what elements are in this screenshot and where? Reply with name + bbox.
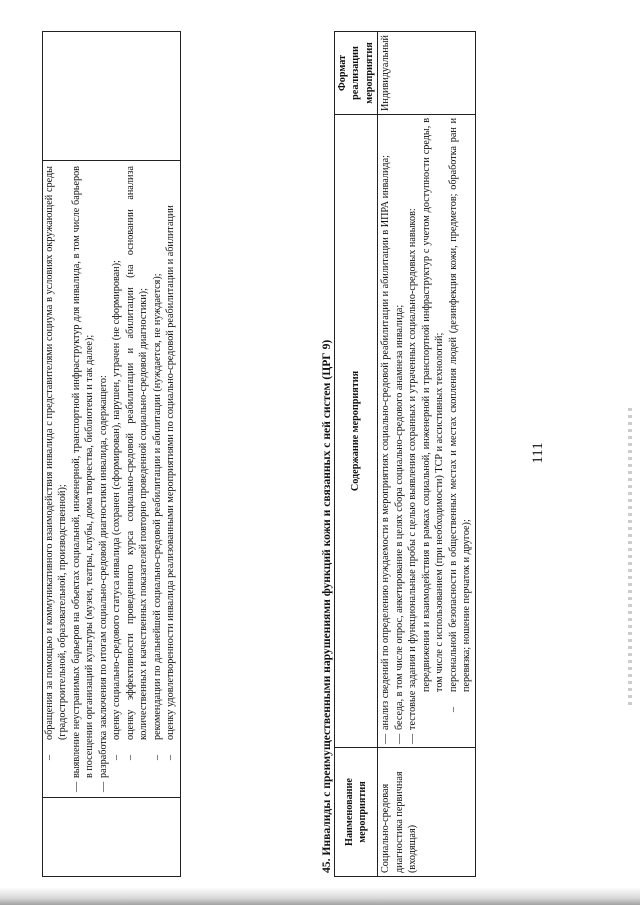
scan-artifact bbox=[628, 405, 632, 705]
list-item bbox=[393, 118, 406, 744]
table-row bbox=[43, 32, 181, 877]
list-item bbox=[124, 166, 151, 792]
list-marker: – bbox=[44, 754, 55, 760]
measure-content-cell bbox=[378, 114, 475, 747]
column-header-content: Содержание мероприятия bbox=[335, 114, 378, 747]
list-item bbox=[379, 118, 392, 744]
content-cell bbox=[43, 161, 181, 798]
list-marker: – bbox=[124, 754, 136, 760]
table-row bbox=[378, 32, 475, 877]
list-marker: — bbox=[393, 733, 405, 744]
scan-binding-shadow bbox=[0, 887, 640, 905]
list-item-text: рекомендации по дальнейшей социально-средовой реабилитации и абилитации (нуждается, не нуждается); bbox=[151, 273, 163, 740]
table-header-row bbox=[335, 32, 378, 877]
measures-table bbox=[334, 31, 476, 877]
list-item-text: персональной безопасности в общественных местах и местах скопления людей (дезинфекция кожи, предметов; обработка ран и перевязка; ношение перчаток и другое); bbox=[447, 117, 473, 692]
list-item bbox=[164, 166, 177, 792]
list-item-text: передвижения и взаимодействия в рамках социальной, инженерной и транспортной инфраструктур с учетом доступности среды, в том числе с использованием (при необходимости) ТСР и ассистивных технологий; bbox=[420, 117, 446, 692]
list-item-text: тестовые задания и функциональные пробы с целью выявления сохранных и утраченных социально-средовых навыков: bbox=[407, 208, 419, 730]
list-marker: – bbox=[151, 754, 163, 760]
list-item bbox=[97, 166, 110, 792]
list-item-text: оценку удовлетворенности инвалида реализованными мероприятиями по социально-средовой реабилитации и абилитации bbox=[165, 205, 177, 740]
list-item bbox=[447, 118, 474, 744]
list-item-text: беседа, в том числе опрос, анкетирование в целях сбора социально-средового анамнеза инвалида; bbox=[393, 304, 405, 730]
list-item bbox=[420, 118, 447, 744]
list-item bbox=[110, 166, 123, 792]
list-item bbox=[43, 166, 70, 792]
list-item-text: разработка заключения по итогам социально-средовой диагностики инвалида, содержащего: bbox=[97, 375, 109, 778]
list-marker: — bbox=[97, 781, 109, 792]
list-item bbox=[406, 118, 419, 744]
list-item-text: обращения за помощью и коммуникативного взаимодействия инвалида с представителями социума в условиях окружающей среды (градостроительной, образовательной, производственной); bbox=[44, 166, 69, 740]
section-heading: 45. Инвалиды с преимущественными нарушениями функций кожи и связанных с ней систем (ЦРГ 9) bbox=[320, 339, 333, 873]
measure-format-cell: Индивидуальный bbox=[378, 32, 475, 115]
list-marker: – bbox=[165, 754, 177, 760]
list-item bbox=[151, 166, 164, 792]
column-header-format: Формат реализации мероприятия bbox=[335, 32, 378, 115]
list-item bbox=[70, 166, 97, 792]
list-marker: — bbox=[70, 781, 82, 792]
list-marker: – bbox=[111, 754, 123, 760]
list-item-text: оценку эффективности проведенного курса социально-средовой реабилитации и абилитации (на основании анализа количественных и качественных показателей повторно проведенной социально-средовой диагностики); bbox=[124, 166, 150, 740]
list-marker: – bbox=[447, 706, 459, 712]
list-item-text: выявление неустранимых барьеров на объектах социальной, инженерной, транспортной инфраструктур для инвалида, в том числе барьеров в посещении организаций культуры (музеи, театры, клубы, дома творчества, библиотеки и так далее); bbox=[70, 166, 96, 778]
empty-format-cell bbox=[43, 32, 181, 161]
empty-name-cell bbox=[43, 798, 181, 877]
continued-table bbox=[42, 31, 181, 877]
list-marker: — bbox=[407, 733, 419, 744]
list-marker: — bbox=[380, 733, 392, 744]
page-number: 111 bbox=[530, 442, 546, 464]
measure-name-cell: Социально-средовая диагностика первичная (входящая) bbox=[378, 748, 475, 877]
list-item-text: оценку социально-средового статуса инвалида (сохранен (сформирован), нарушен, утрачен (не сформирован); bbox=[111, 260, 123, 740]
list-item-text: анализ сведений по определению нуждаемости в мероприятиях социально-средовой реабилитации и абилитации в ИПРА инвалида; bbox=[380, 155, 392, 730]
column-header-name: Наименование мероприятия bbox=[335, 748, 378, 877]
